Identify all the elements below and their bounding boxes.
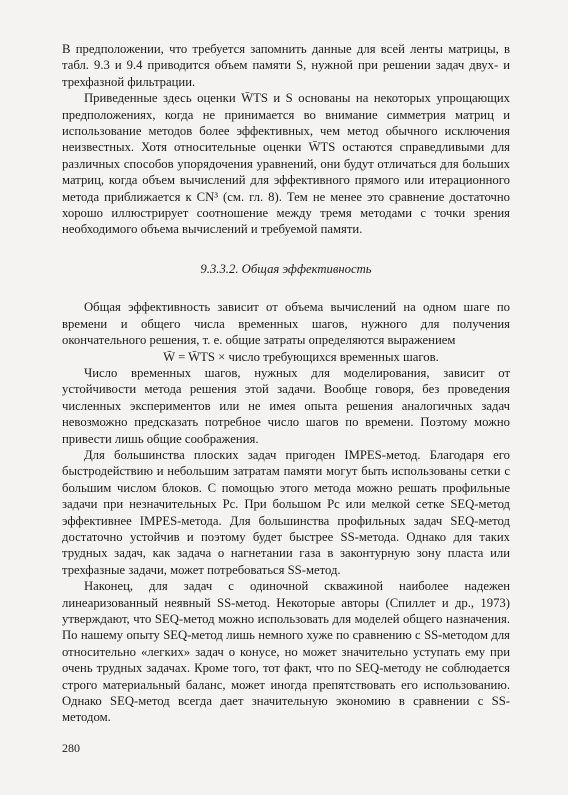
paragraph-impes: Для большинства плоских задач пригоден IMPES-метод. Благодаря его быстродействию и небольшим затратам памяти могут быть использованы сетки с большим числом блоков. С помощью этого метода можно решать профильные задачи при незначительных Pc. При большом Pc или мелкой сетке SEQ-метод эффективнее IMPES-метода. Для большинства профильных задач SEQ-метод достаточно устойчив и поэтому будет быстрее SS-метода. Однако для таких трудных задач, как задача о нагнетании газа в законтурную зону пласта или трехфазные задачи, может потребоваться SS-метод. <box>62 447 510 577</box>
page-number: 280 <box>62 741 80 755</box>
paragraph-estimates: Приведенные здесь оценки W̄TS и S основаны на некоторых упрощающих предположениях, когда не принимается во внимание симметрия матриц и использование методов более эффективных, чем метод обычного исключения неизвестных. Хотя относительные оценки W̄TS остаются справедливыми для различных способов упорядочения уравнений, они будут отличаться для больших матриц, когда объем вычислений для эффективного прямого или итерационного метода приближается к CN³ (см. гл. 8). Тем не менее это сравнение достаточно хорошо иллюстрирует соотношение между тремя методами с точки зрения необходимого объема вычислений и требуемой памяти. <box>62 91 510 237</box>
paragraph-intro: Общая эффективность зависит от объема вычислений на одном шаге по времени и общего числа временных шагов, нужного для получения окончательного решения, т. е. общие затраты определяются выражением <box>62 300 510 348</box>
page-body <box>62 41 510 726</box>
paragraph-single-well: Наконец, для задач с одиночной скважиной наиболее надежен линеаризованный неявный SS-метод. Некоторые авторы (Спиллет и др., 1973) утверждают, что SEQ-метод можно использовать для моделей общего назначения. По нашему опыту SEQ-метод лишь немного хуже по сравнению с SS-методом для относительно «легких» задач о конусе, но может значительно уступать ему при очень трудных задачах. Кроме того, тот факт, что по SEQ-методу не соблюдается строго материальный баланс, может иногда препятствовать его использованию. Однако SEQ-метод всегда дает значительную экономию в сравнении с SS-методом. <box>62 579 510 725</box>
formula: W̄ = W̄TS × число требующихся временных шагов. <box>163 349 439 364</box>
paragraph-time-steps: Число временных шагов, нужных для моделирования, зависит от устойчивости метода решения этой задачи. Вообще говоря, без проведения численных экспериментов или не имея опыта решения аналогичных задач невозможно предсказать потребное число шагов по времени. Поэтому можно привести лишь общие соображения. <box>62 365 510 446</box>
paragraph-memory: В предположении, что требуется запомнить данные для всей ленты матрицы, в табл. 9.3 и 9.4 приводится объем памяти S, нужной при решении задач двух- и трехфазной фильтрации. <box>62 42 510 89</box>
section-heading: 9.3.3.2. Общая эффективность <box>200 261 372 276</box>
